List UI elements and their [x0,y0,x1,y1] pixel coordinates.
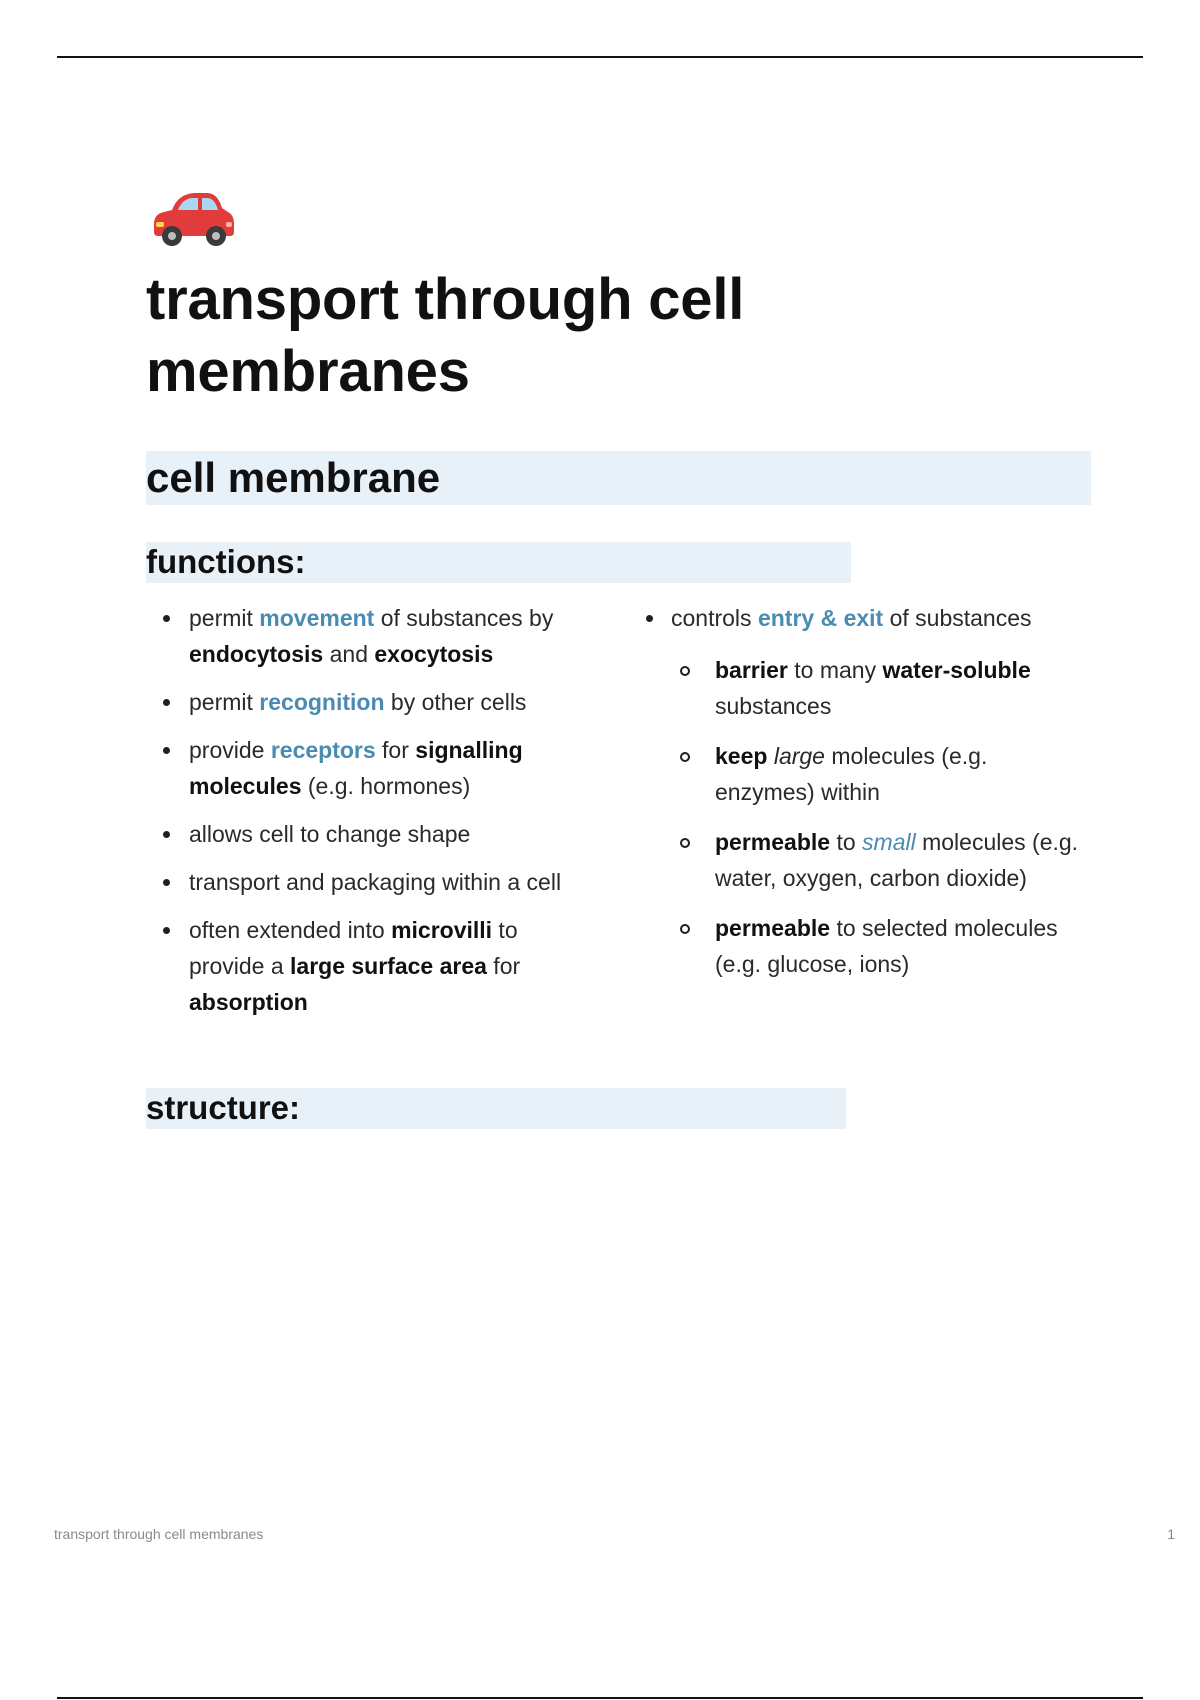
sub-list-item: permeable to small molecules (e.g. water, oxygen, carbon dioxide) [671,824,1093,896]
list-item: provide receptors for signalling molecules (e.g. hormones) [146,732,591,804]
functions-list [146,600,591,1020]
section-heading-cell-membrane: cell membrane [146,451,1091,505]
bottom-rule [57,1697,1143,1699]
list-item: permit recognition by other cells [146,684,591,720]
list-item: transport and packaging within a cell [146,864,591,900]
sub-list-item: permeable to selected molecules (e.g. glucose, ions) [671,910,1093,982]
list-item: often extended into microvilli to provide a large surface area for absorption [146,912,591,1020]
sub-list-item: keep large molecules (e.g. enzymes) within [671,738,1093,810]
sub-list [671,652,1093,982]
subheading-structure: structure: [146,1088,846,1129]
top-rule [57,56,1143,58]
list-item: controls entry & exit of substances barrier to many water-soluble substances keep large molecules (e.g. enzymes) within permeable to small molecules (e.g. water, oxygen, carbon dioxide) permeable to selected molecules (e.g. glucose, ions) [641,600,1093,982]
car-icon [146,180,238,250]
list-item: allows cell to change shape [146,816,591,852]
list-item: permit movement of substances by endocytosis and exocytosis [146,600,591,672]
footer-page-number: 1 [1167,1526,1175,1542]
functions-list-right [641,600,1093,982]
sub-list-item: barrier to many water-soluble substances [671,652,1093,724]
subheading-functions: functions: [146,542,851,583]
page-content [146,180,1091,1126]
footer-document-title: transport through cell membranes [54,1526,264,1542]
functions-left-column [146,600,591,1032]
functions-right-column [641,600,1093,996]
page-title: transport through cell membranes [146,267,745,404]
